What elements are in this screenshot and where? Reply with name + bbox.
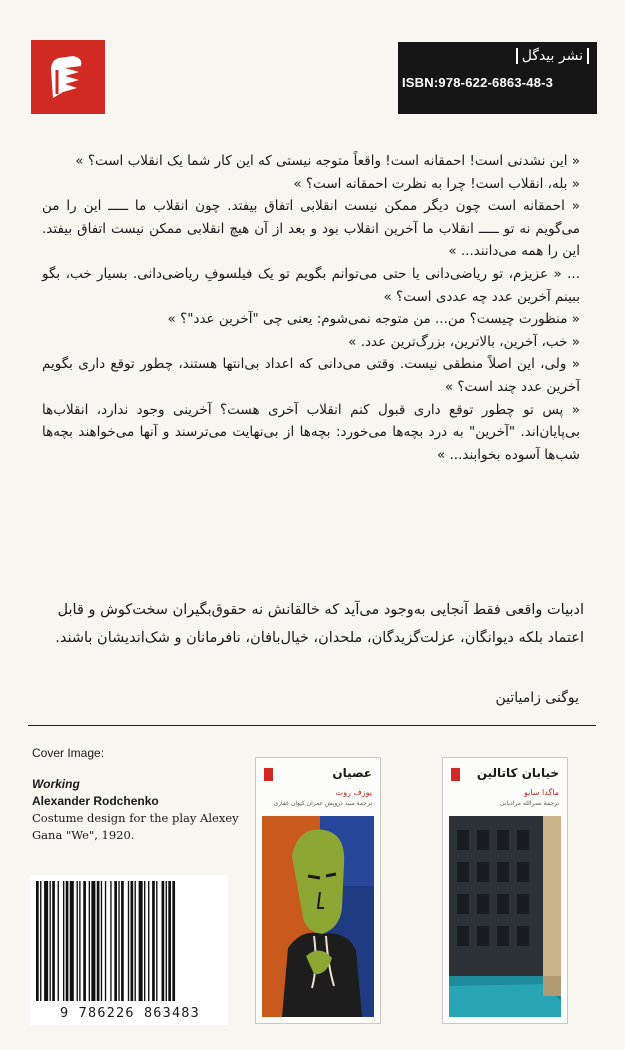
excerpt-paragraph: « این نشدنی است! احمقانه است! واقعاً متوجه نیستی که این کار شما یک انقلاب است؟ »: [75, 153, 580, 169]
barcode-bar: [114, 881, 117, 1001]
barcode-bar: [89, 881, 90, 1001]
cover-description: Costume design for the play Alexey Gana "We", 1920.: [32, 811, 239, 842]
cover-credit: [32, 745, 242, 844]
excerpt-paragraph: « منظورت چیست؟ من... من متوجه نمی‌شوم: یعنی چی "آخرین عدد"؟ »: [167, 311, 580, 328]
barcode-bar: [101, 881, 102, 1001]
excerpt-paragraph: « خب، آخرین، بالاترین، بزرگ‌ترین عدد. »: [348, 333, 580, 350]
book-title: خیابان کاتالین: [476, 766, 559, 780]
barcode-bar: [156, 881, 157, 1001]
stylized-hand-logo-icon: [43, 50, 93, 104]
barcode-bar: [110, 881, 111, 1001]
barcode-bar: [83, 881, 86, 1001]
barcode-bar: [66, 881, 69, 1001]
barcode-bar: [105, 881, 106, 1001]
excerpt-paragraph: ... « عزیزم، تو ریاضی‌دانی یا حتی می‌توانم بگویم تو یک فیلسوفِ ریاضی‌دانی. بسیار خب، بگو ببینم آخرین عدد چه عددی است؟ »: [42, 265, 580, 305]
book-translator: ترجمهٔ سید دروپش عمران کیوان غفاری: [273, 800, 372, 807]
barcode-bar: [118, 881, 119, 1001]
barcode-bars: [34, 881, 224, 1003]
cover-work-title: Working: [32, 777, 80, 791]
barcode-bar: [36, 881, 39, 1001]
barcode-bar: [148, 881, 149, 1001]
barcode-bar: [166, 881, 167, 1001]
barcode-bar: [168, 881, 171, 1001]
expressionist-portrait-painting: [262, 816, 374, 1017]
excerpt-paragraph: « بله، انقلاب است! چرا به نظرت احمقانه است؟ »: [293, 175, 580, 192]
barcode-bar: [162, 881, 165, 1001]
publisher-name: نشر بیدگل: [516, 48, 589, 64]
barcode-digits: 9 786226 863483: [60, 1005, 200, 1021]
barcode-bar: [58, 881, 59, 1001]
section-divider: [28, 725, 596, 726]
city-building-street-photo: [449, 816, 561, 1017]
barcode-bar: [144, 881, 145, 1001]
book-cover-2: [442, 757, 568, 1024]
publisher-logo: [31, 40, 105, 114]
barcode-bar: [77, 881, 78, 1001]
book-author: یوزف روت: [335, 788, 372, 797]
barcode-bar: [135, 881, 136, 1001]
barcode-bar: [131, 881, 134, 1001]
isbn: ISBN:978-622-6863-48-3: [402, 75, 554, 90]
excerpt-paragraph: « ولی، این اصلاً منطقی نیست. وقتی می‌دانی که اعداد بی‌انتها هستند، چطور توقع داری بگویم آخرین عدد چند است؟ »: [42, 356, 580, 395]
book-title: عصیان: [332, 766, 372, 780]
barcode-bar: [50, 881, 51, 1001]
cover-artist: Alexander Rodchenko: [32, 794, 159, 808]
book-translator: ترجمهٔ نصرالله مرادیانی: [499, 800, 559, 807]
barcode-bar: [40, 881, 41, 1001]
barcode-bar: [128, 881, 129, 1001]
barcode-bar: [52, 881, 55, 1001]
publisher-box: [398, 42, 597, 114]
book-author: ماگدا سابو: [524, 788, 559, 797]
publisher-mini-logo-icon: [264, 768, 273, 781]
barcode-bar: [152, 881, 155, 1001]
cover-image-label: Cover Image:: [32, 746, 105, 760]
barcode-bar: [79, 881, 80, 1001]
barcode-bar: [91, 881, 95, 1001]
excerpt-paragraph: « پس تو چطور توقع داری قبول کنم انقلاب آخری هست؟ آخرینی وجود ندارد، انقلاب‌ها بی‌پایان‌اند. "آخرین" به درد بچه‌ها می‌خورد: بچه‌ها از بی‌نهایت می‌ترسند و آنها می‌خواهند بچه‌ها شب‌ها آسوده بخوابند... »: [42, 401, 580, 463]
barcode-bar: [121, 881, 124, 1001]
quote-text: ادبیات واقعی فقط آنجایی به‌وجود می‌آید که خالقانش نه حقوق‌بگیران سخت‌کوش و قابل اعتماد بلکه دیوانگان، عزلت‌گزیدگان، ملحدان، خیال‌بافان، نافرمانان و شک‌اندیشان باشند.: [55, 602, 584, 646]
publisher-mini-logo-icon: [451, 768, 460, 781]
barcode-bar: [44, 881, 48, 1001]
barcode-bar: [172, 881, 175, 1001]
barcode-bar: [97, 881, 100, 1001]
barcode-bar: [139, 881, 143, 1001]
barcode: [30, 875, 228, 1025]
barcode-bar: [63, 881, 64, 1001]
barcode-bar: [70, 881, 74, 1001]
quote-author: یوگنی زامیاتین: [495, 690, 579, 706]
book-cover-1: [255, 757, 381, 1024]
excerpt-paragraph: « احمقانه است چون دیگر ممکن نیست انقلابی اتفاق بیفتد. چون انقلاب ما ـــــ این را من می‌گویم نه تو ـــــ انقلاب ما آخرین انقلاب بود و بعد از آن هیچ انقلابی ممکن نیست اتفاق بیفتد. این را همه می‌دانند... »: [42, 198, 580, 260]
excerpt-text: [42, 150, 580, 466]
